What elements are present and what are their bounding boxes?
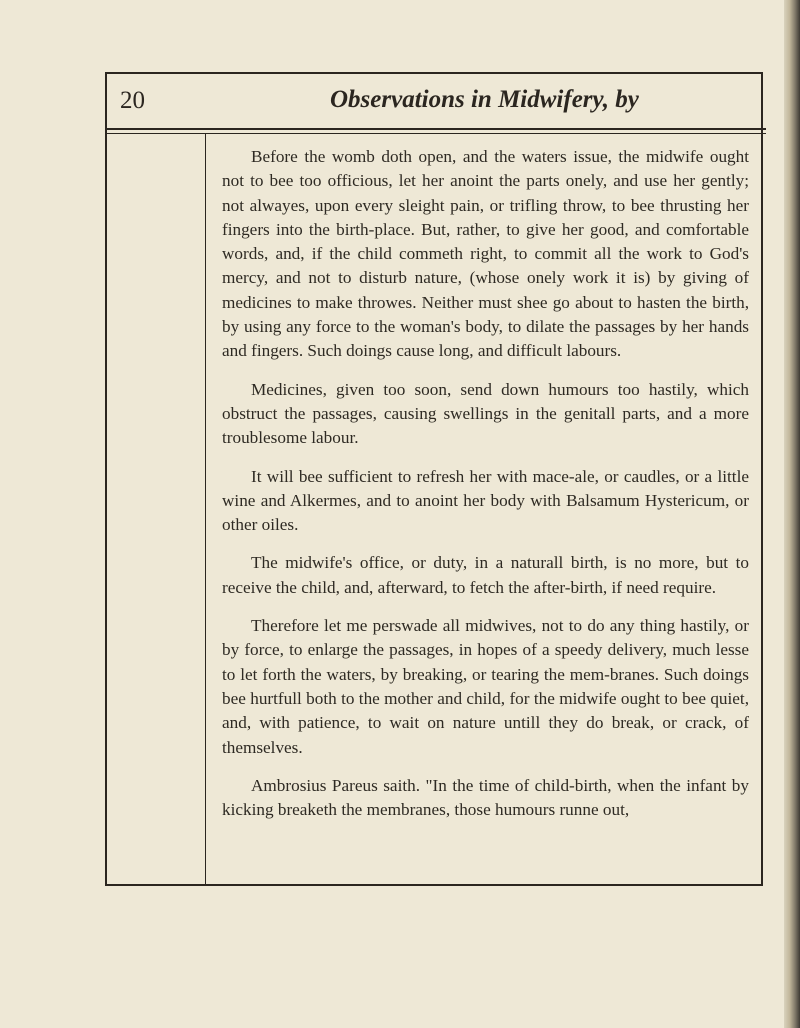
paragraph: Ambrosius Pareus saith. "In the time of child-birth, when the infant by kicking breaketh the membranes, those humours runne out, (222, 775, 749, 820)
header-top-rule (106, 72, 763, 74)
body-text (222, 145, 749, 822)
paragraph: Before the womb doth open, and the waters issue, the midwife ought not to bee too officious, let her anoint the parts onely, and use her gently; not alwayes, upon every sleight pain, or trifling throw, to bee thrusting her fingers into the birth-place. But, rather, to give her good, and comfortable words, and, if the child commeth right, to commit all the work to God's mercy, and not to disturb nature, (whose onely work it is) by giving of medicines to make throwes. Neither must shee go about to hasten the birth, by using any force to the woman's body, to dilate the passages by her hands and fingers. Such doings cause long, and difficult labours. (222, 147, 749, 361)
book-gutter-shadow (784, 0, 800, 1028)
paragraph: Therefore let me perswade all midwives, not to do any thing hastily, or by force, to enlarge the passages, in hopes of a speedy delivery, much lesse to let forth the waters, by breaking, or tearing the mem-branes. Such doings bee hurtfull both to the mother and child, for the midwife ought to bee quiet, and, with patience, to wait on nature untill they do break, or crack, of themselves. (222, 616, 749, 757)
running-title-prefix: Observations in Midwifery, (330, 86, 609, 113)
paragraph: It will bee sufficient to refresh her with mace-ale, or caudles, or a little wine and Alkermes, and to anoint her body with Balsamum Hystericum, or other oiles. (222, 466, 749, 535)
right-frame-rule (761, 72, 763, 886)
paragraph: Medicines, given too soon, send down humours too hastily, which obstruct the passages, causing swellings in the genitall parts, and a more troublesome labour. (222, 379, 749, 448)
header-bottom-rule (106, 128, 766, 130)
running-title-suffix: by (615, 86, 639, 113)
running-title (330, 84, 639, 116)
paragraph: The midwife's office, or duty, in a naturall birth, is no more, but to receive the child, and, afterward, to fetch the after-birth, if need require. (222, 553, 749, 597)
left-frame-rule (105, 72, 107, 886)
page-number: 20 (120, 87, 145, 114)
margin-column-rule (205, 133, 206, 885)
